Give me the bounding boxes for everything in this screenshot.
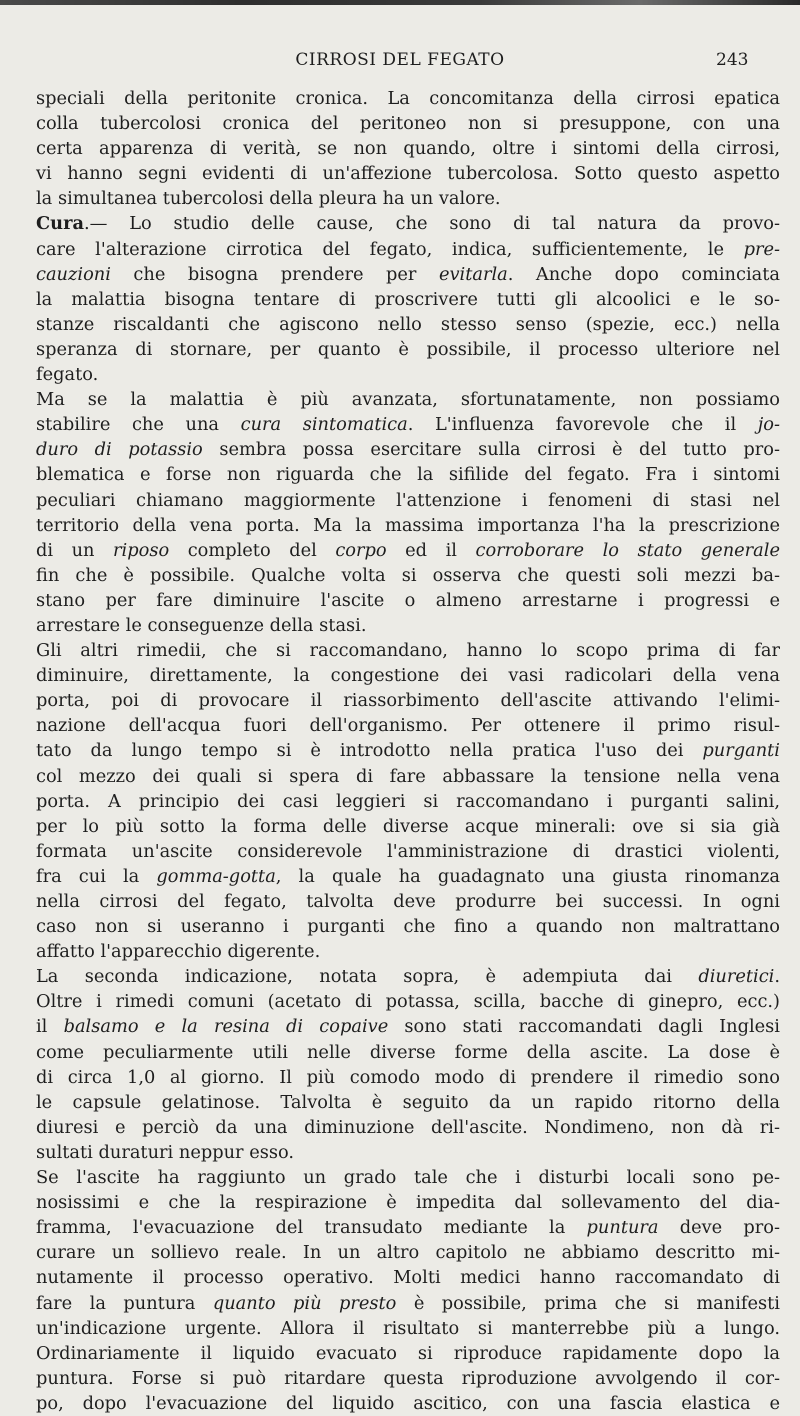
text-line (36, 1215, 780, 1240)
italic-text: puntura (586, 1217, 659, 1239)
text-run: caso non si useranno i purganti che fino a quando non maltrattano (36, 916, 780, 938)
text-line (36, 412, 780, 437)
italic-text: diuretici (698, 966, 775, 988)
text-run: colla tubercolosi cronica del peritoneo non si presuppone, con una (36, 113, 780, 135)
text-run: formata un'ascite considerevole l'amministrazione di drastici violenti, (36, 840, 780, 862)
text-line (36, 488, 780, 513)
text-line (36, 663, 780, 688)
text-line (36, 287, 780, 312)
page-number: 243 (716, 50, 749, 70)
text-line (36, 437, 780, 462)
italic-text: duro di potassio (36, 439, 203, 461)
text-line (36, 814, 780, 839)
text-run: territorio della vena porta. Ma la massima importanza l'ha la prescrizione (36, 514, 780, 536)
text-line (36, 1140, 780, 1165)
text-run: ed il (386, 539, 476, 561)
page-top-edge (0, 0, 800, 5)
italic-text: evitarla (438, 263, 508, 285)
body-text (36, 86, 780, 1416)
text-run: fin che è possibile. Qualche volta si osserva che questi soli mezzi ba- (36, 564, 780, 586)
text-run: Ordinariamente il liquido evacuato si riproduce rapidamente dopo la (36, 1342, 780, 1364)
text-line (36, 839, 780, 864)
text-line (36, 1115, 780, 1140)
text-line (36, 1240, 780, 1265)
text-run: deve pro- (658, 1217, 781, 1239)
text-run: , la quale ha guadagnato una giusta rinomanza (275, 865, 780, 887)
text-line (36, 1341, 780, 1366)
text-line (36, 989, 780, 1014)
text-run: un'indicazione urgente. Allora il risultato si manterrebbe più a lungo. (36, 1317, 780, 1339)
text-run: . L'influenza favorevole che il (407, 414, 758, 436)
text-run: la malattia bisogna tentare di proscrivere tutti gli alcoolici e le so- (36, 288, 780, 310)
text-line (36, 337, 780, 362)
text-run: certa apparenza di verità, se non quando, oltre i sintomi della cirrosi, (36, 138, 780, 160)
text-line (36, 1014, 780, 1039)
text-line (36, 688, 780, 713)
text-run: porta. A principio dei casi leggieri si raccomandano i purganti salini, (36, 790, 780, 812)
text-run: puntura. Forse si può ritardare questa riproduzione avvolgendo il cor- (36, 1367, 780, 1389)
text-run: la simultanea tubercolosi della pleura ha un valore. (36, 188, 501, 210)
text-run: framma, l'evacuazione del transudato mediante la (36, 1217, 587, 1239)
text-run: che bisogna prendere per (110, 263, 439, 285)
text-run: nutamente il processo operativo. Molti medici hanno raccomandato di (36, 1267, 780, 1289)
text-line (36, 387, 780, 412)
text-run: è possibile, prima che si manifesti (396, 1292, 780, 1314)
text-run: . (774, 966, 780, 988)
text-line (36, 1090, 780, 1115)
text-run: affatto l'apparecchio digerente. (36, 941, 321, 963)
text-run: .— Lo studio delle cause, che sono di tal natura da provo- (83, 213, 780, 235)
text-line (36, 86, 780, 111)
text-run: di circa 1,0 al giorno. Il più comodo modo di prendere il rimedio sono (36, 1066, 780, 1088)
text-line (36, 237, 780, 262)
text-run: po, dopo l'evacuazione del liquido ascitico, con una fascia elastica e (36, 1392, 780, 1414)
text-run: stanze riscaldanti che agiscono nello stesso senso (spezie, ecc.) nella (36, 313, 780, 335)
text-run: Ma se la malattia è più avanzata, sfortunatamente, non possiamo (36, 389, 780, 411)
text-line (36, 362, 780, 387)
text-line (36, 1291, 780, 1316)
text-run: peculiari chiamano maggiormente l'attenzione i fenomeni di stasi nel (36, 489, 780, 511)
text-line (36, 312, 780, 337)
text-line (36, 713, 780, 738)
text-run: speranza di stornare, per quanto è possibile, il processo ulteriore nel (36, 338, 780, 360)
text-run: . Anche dopo cominciata (507, 263, 780, 285)
text-line (36, 889, 780, 914)
text-line (36, 1165, 780, 1190)
text-run: diminuire, direttamente, la congestione dei vasi radicolari della vena (36, 665, 780, 687)
text-line (36, 1040, 780, 1065)
italic-text: balsamo e la resina di copaive (63, 1016, 389, 1038)
section-heading: Cura (36, 213, 84, 235)
text-run: come peculiarmente utili nelle diverse forme della ascite. La dose è (36, 1041, 780, 1063)
italic-text: cauzioni (36, 263, 111, 285)
text-run: care l'alterazione cirrotica del fegato, indica, sufficientemente, le (36, 238, 744, 260)
text-run: il (36, 1016, 64, 1038)
text-run: le capsule gelatinose. Talvolta è seguito da un rapido ritorno della (36, 1091, 780, 1113)
text-line (36, 964, 780, 989)
text-run: col mezzo dei quali si spera di fare abbassare la tensione nella vena (36, 765, 780, 787)
text-run: sultati duraturi neppur esso. (36, 1141, 295, 1163)
text-run: vi hanno segni evidenti di un'affezione tubercolosa. Sotto questo aspetto (36, 163, 780, 185)
text-line (36, 1366, 780, 1391)
text-run: arrestare le conseguenze della stasi. (36, 614, 367, 636)
text-run: completo del (169, 539, 336, 561)
text-run: per lo più sotto la forma delle diverse acque minerali: ove si sia già (36, 815, 780, 837)
italic-text: cura sintomatica (240, 414, 408, 436)
text-run: curare un sollievo reale. In un altro capitolo ne abbiamo descritto mi- (36, 1242, 780, 1264)
text-line (36, 638, 780, 663)
italic-text: jo- (757, 414, 780, 436)
text-line (36, 262, 780, 287)
text-run: diuresi e perciò da una diminuzione dell'ascite. Nondimeno, non dà ri- (36, 1116, 780, 1138)
text-line (36, 462, 780, 487)
text-run: fegato. (36, 364, 99, 386)
text-run: fare la puntura (36, 1292, 213, 1314)
text-run: nella cirrosi del fegato, talvolta deve produrre bei successi. In ogni (36, 891, 780, 912)
italic-text: riposo (113, 539, 170, 561)
text-line (36, 111, 780, 136)
text-line (36, 764, 780, 789)
italic-text: corpo (335, 539, 387, 561)
text-run: La seconda indicazione, notata sopra, è adempiuta dai (36, 966, 699, 988)
text-line (36, 211, 780, 236)
text-run: nosissimi e che la respirazione è impedita dal sollevamento del dia- (36, 1192, 780, 1214)
text-run: di un (36, 539, 114, 561)
text-line (36, 738, 780, 763)
text-line (36, 161, 780, 186)
text-line (36, 1391, 780, 1416)
italic-text: corroborare lo stato generale (475, 539, 780, 561)
text-run: fra cui la (36, 865, 157, 887)
text-line (36, 939, 780, 964)
text-run: sono stati raccomandati dagli Inglesi (388, 1016, 780, 1038)
italic-text: gomma-gotta (156, 865, 276, 887)
text-line (36, 136, 780, 161)
text-line (36, 588, 780, 613)
text-run: stano per fare diminuire l'ascite o almeno arrestarne i progressi e (36, 589, 780, 611)
text-run: speciali della peritonite cronica. La concomitanza della cirrosi epatica (36, 88, 780, 109)
running-title: CIRROSI DEL FEGATO (295, 50, 505, 70)
text-run: sembra possa esercitare sulla cirrosi è del tutto pro- (202, 439, 781, 461)
text-run: Oltre i rimedi comuni (acetato di potassa, scilla, bacche di ginepro, ecc.) (36, 991, 780, 1013)
text-line (36, 613, 780, 638)
text-run: nazione dell'acqua fuori dell'organismo. Per ottenere il primo risul- (36, 715, 780, 737)
text-run: stabilire che una (36, 414, 241, 436)
text-line (36, 864, 780, 889)
text-run: Se l'ascite ha raggiunto un grado tale che i disturbi locali sono pe- (36, 1167, 780, 1189)
italic-text: pre- (743, 238, 780, 260)
text-line (36, 563, 780, 588)
text-line (36, 186, 780, 211)
text-line (36, 1265, 780, 1290)
text-line (36, 1190, 780, 1215)
italic-text: quanto più presto (212, 1292, 397, 1314)
text-run: blematica e forse non riguarda che la sifilide del fegato. Fra i sintomi (36, 464, 780, 486)
text-run: Gli altri rimedii, che si raccomandano, hanno lo scopo prima di far (36, 640, 780, 662)
text-run: porta, poi di provocare il riassorbimento dell'ascite attivando l'elimi- (36, 690, 780, 712)
text-line (36, 1316, 780, 1341)
italic-text: purganti (702, 740, 780, 762)
text-run: tato da lungo tempo si è introdotto nella pratica l'uso dei (36, 740, 703, 762)
text-line (36, 914, 780, 939)
text-line (36, 538, 780, 563)
text-line (36, 1065, 780, 1090)
text-line (36, 789, 780, 814)
text-line (36, 513, 780, 538)
